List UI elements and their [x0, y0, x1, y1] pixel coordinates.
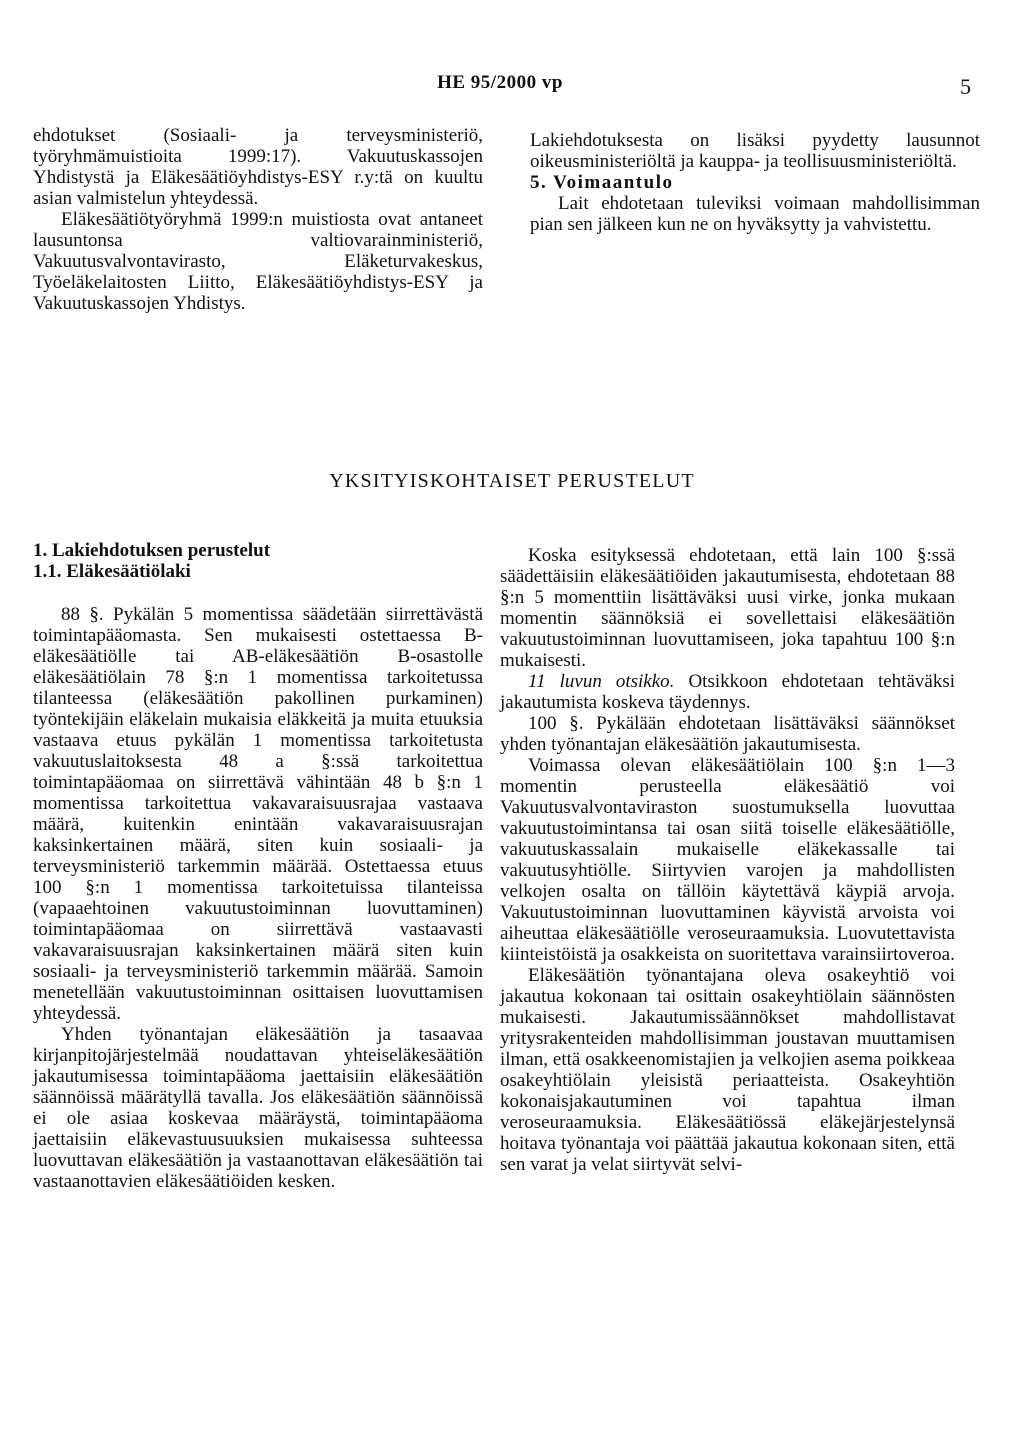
top-right-column [530, 130, 980, 235]
section-heading-lakiehdotuksen-perustelut: 1. Lakiehdotuksen perustelut [33, 540, 271, 561]
paragraph: 88 §. Pykälän 5 momentissa säädetään siirrettävästä toimintapääomasta. Sen mukaisesti ostettaessa B-eläkesäätiölle tai AB-eläkesäätiön B-osastolle eläkesäätiölain 78 §:n 1 momentissa tarkoitetussa tilanteessa (eläkesäätiön pakollinen purkaminen) työntekijäin eläkelain mukaisia eläkkeitä ja muita etuuksia vastaava etuus pykälän 1 momentissa tarkoitetusta vakuutuslaitoksesta 48 a §:ssä tarkoitettua toimintapääomaa on siirrettävä vähintään 48 b §:n 1 momentissa tarkoitettua vakavaraisuusrajaa vastaava määrä, kuitenkin enintään vakavaraisuusrajan kaksinkertainen määrä, siten kuin sosiaali- ja terveysministeriö tarkemmin määrää. Ostettaessa etuus 100 §:n 1 momentissa tarkoitetuissa tilanteissa (vapaaehtoinen vakuutustoiminnan luovuttaminen) toimintapääomaa on siirrettävä vastaavasti vakavaraisuusrajan kaksinkertainen määrä siten kuin sosiaali- ja terveysministeriö tarkemmin määrää. Samoin menetellään vakuutustoiminnan osittaisen luovuttamisen yhteydessä. [33, 604, 483, 1024]
top-left-column [33, 125, 483, 314]
paragraph: Lakiehdotuksesta on lisäksi pyydetty lausunnot oikeusministeriöltä ja kauppa- ja teollisuusministeriöltä. [530, 130, 980, 172]
paragraph: ehdotukset (Sosiaali- ja terveysministeriö, työryhmämuistioita 1999:17). Vakuutuskassojen Yhdistystä ja Eläkesäätiöyhdistys-ESY r.y:tä on kuultu asian valmistelun yhteydessä. [33, 125, 483, 209]
paragraph: Yhden työnantajan eläkesäätiön ja tasaavaa kirjanpitojärjestelmää noudattavan yhteiseläkesäätiön jakautumisessa toimintapääoma jaettaisiin eläkesäätiön säännöissä määrätyllä tavalla. Jos eläkesäätiön säännöissä ei ole asiaa koskevaa määräystä, toimintapääoma jaettaisiin eläkevastuusuuksien mukaisessa suhteessa luovuttavan eläkesäätiön ja vastaanottavan eläkesäätiön tai vastaanottavien eläkesäätiöiden kesken. [33, 1024, 483, 1192]
paragraph: Eläkesäätiötyöryhmä 1999:n muistiosta ovat antaneet lausuntonsa valtiovarainministeriö, Vakuutusvalvontavirasto, Eläketurvakeskus, Työeläkelaitosten Liitto, Eläkesäätiöyhdistys-ESY ja Vakuutuskassojen Yhdistys. [33, 209, 483, 314]
subsection-heading-elakesaatiolaki: 1.1. Eläkesäätiölaki [33, 561, 191, 582]
page-number: 5 [960, 74, 971, 99]
paragraph: Eläkesäätiön työnantajana oleva osakeyhtiö voi jakautua kokonaan tai osittain osakeyhtiölain säännösten mukaisesti. Jakautumissäännökset mahdollistavat yritysrakenteiden mahdollisimman joustavan muuttamisen ilman, että osakkeenomistajien ja velkojien asema poikkeaa osakeyhtiölain yleisistä periaatteista. Osakeyhtiön kokonaisjakautuminen voi tapahtua ilman veroseuraamuksia. Eläkesäätiössä eläkejärjestelynsä hoitava työnantaja voi päättää jakautua kokonaan siten, että sen varat ja velat siirtyvät selvi- [500, 965, 955, 1175]
italic-lead: 11 luvun otsikko. [528, 671, 675, 692]
paragraph: 100 §. Pykälään ehdotetaan lisättäväksi säännökset yhden työnantajan eläkesäätiön jakautumisesta. [500, 713, 955, 755]
bottom-left-column [33, 540, 483, 1192]
document-id: HE 95/2000 vp [437, 72, 563, 93]
section-heading-voimaantulo: 5. Voimaantulo [530, 172, 674, 193]
bottom-right-column [500, 545, 955, 1175]
paragraph [500, 671, 955, 713]
paragraph: Koska esityksessä ehdotetaan, että lain 100 §:ssä säädettäisiin eläkesäätiöiden jakautumisesta, ehdotetaan 88 §:n 5 momenttiin lisättäväksi uusi virke, jonka mukaan momentin säännöksiä ei sovellettaisi eläkesäätiön vakuutustoiminnan luovuttamiseen, joka tapahtuu 100 §:n mukaisesti. [500, 545, 955, 671]
paragraph-text: Otsikkoon ehdotetaan tehtäväksi jakautumista koskeva täydennys. [500, 671, 955, 713]
paragraph: Lait ehdotetaan tuleviksi voimaan mahdollisimman pian sen jälkeen kun ne on hyväksytty ja vahvistettu. [530, 193, 980, 235]
main-title: YKSITYISKOHTAISET PERUSTELUT [329, 470, 695, 492]
paragraph: Voimassa olevan eläkesäätiölain 100 §:n 1—3 momentin perusteella eläkesäätiö voi Vakuutusvalvontaviraston suostumuksella luovuttaa vakuutustoimintansa tai osan siitä toiselle eläkesäätiölle, vakuutuskassalain mukaiselle eläkekassalle tai vakuutusyhtiölle. Siirtyvien varojen ja mahdollisten velkojen osalta on tällöin käytettävä käypiä arvoja. Vakuutustoiminnan luovuttaminen käyvistä arvoista voi aiheuttaa eläkesäätiölle veroseuraamuksia. Luovutettavista kiinteistöistä ja osakkeista on suoritettava varainsiirtoveroa. [500, 755, 955, 965]
